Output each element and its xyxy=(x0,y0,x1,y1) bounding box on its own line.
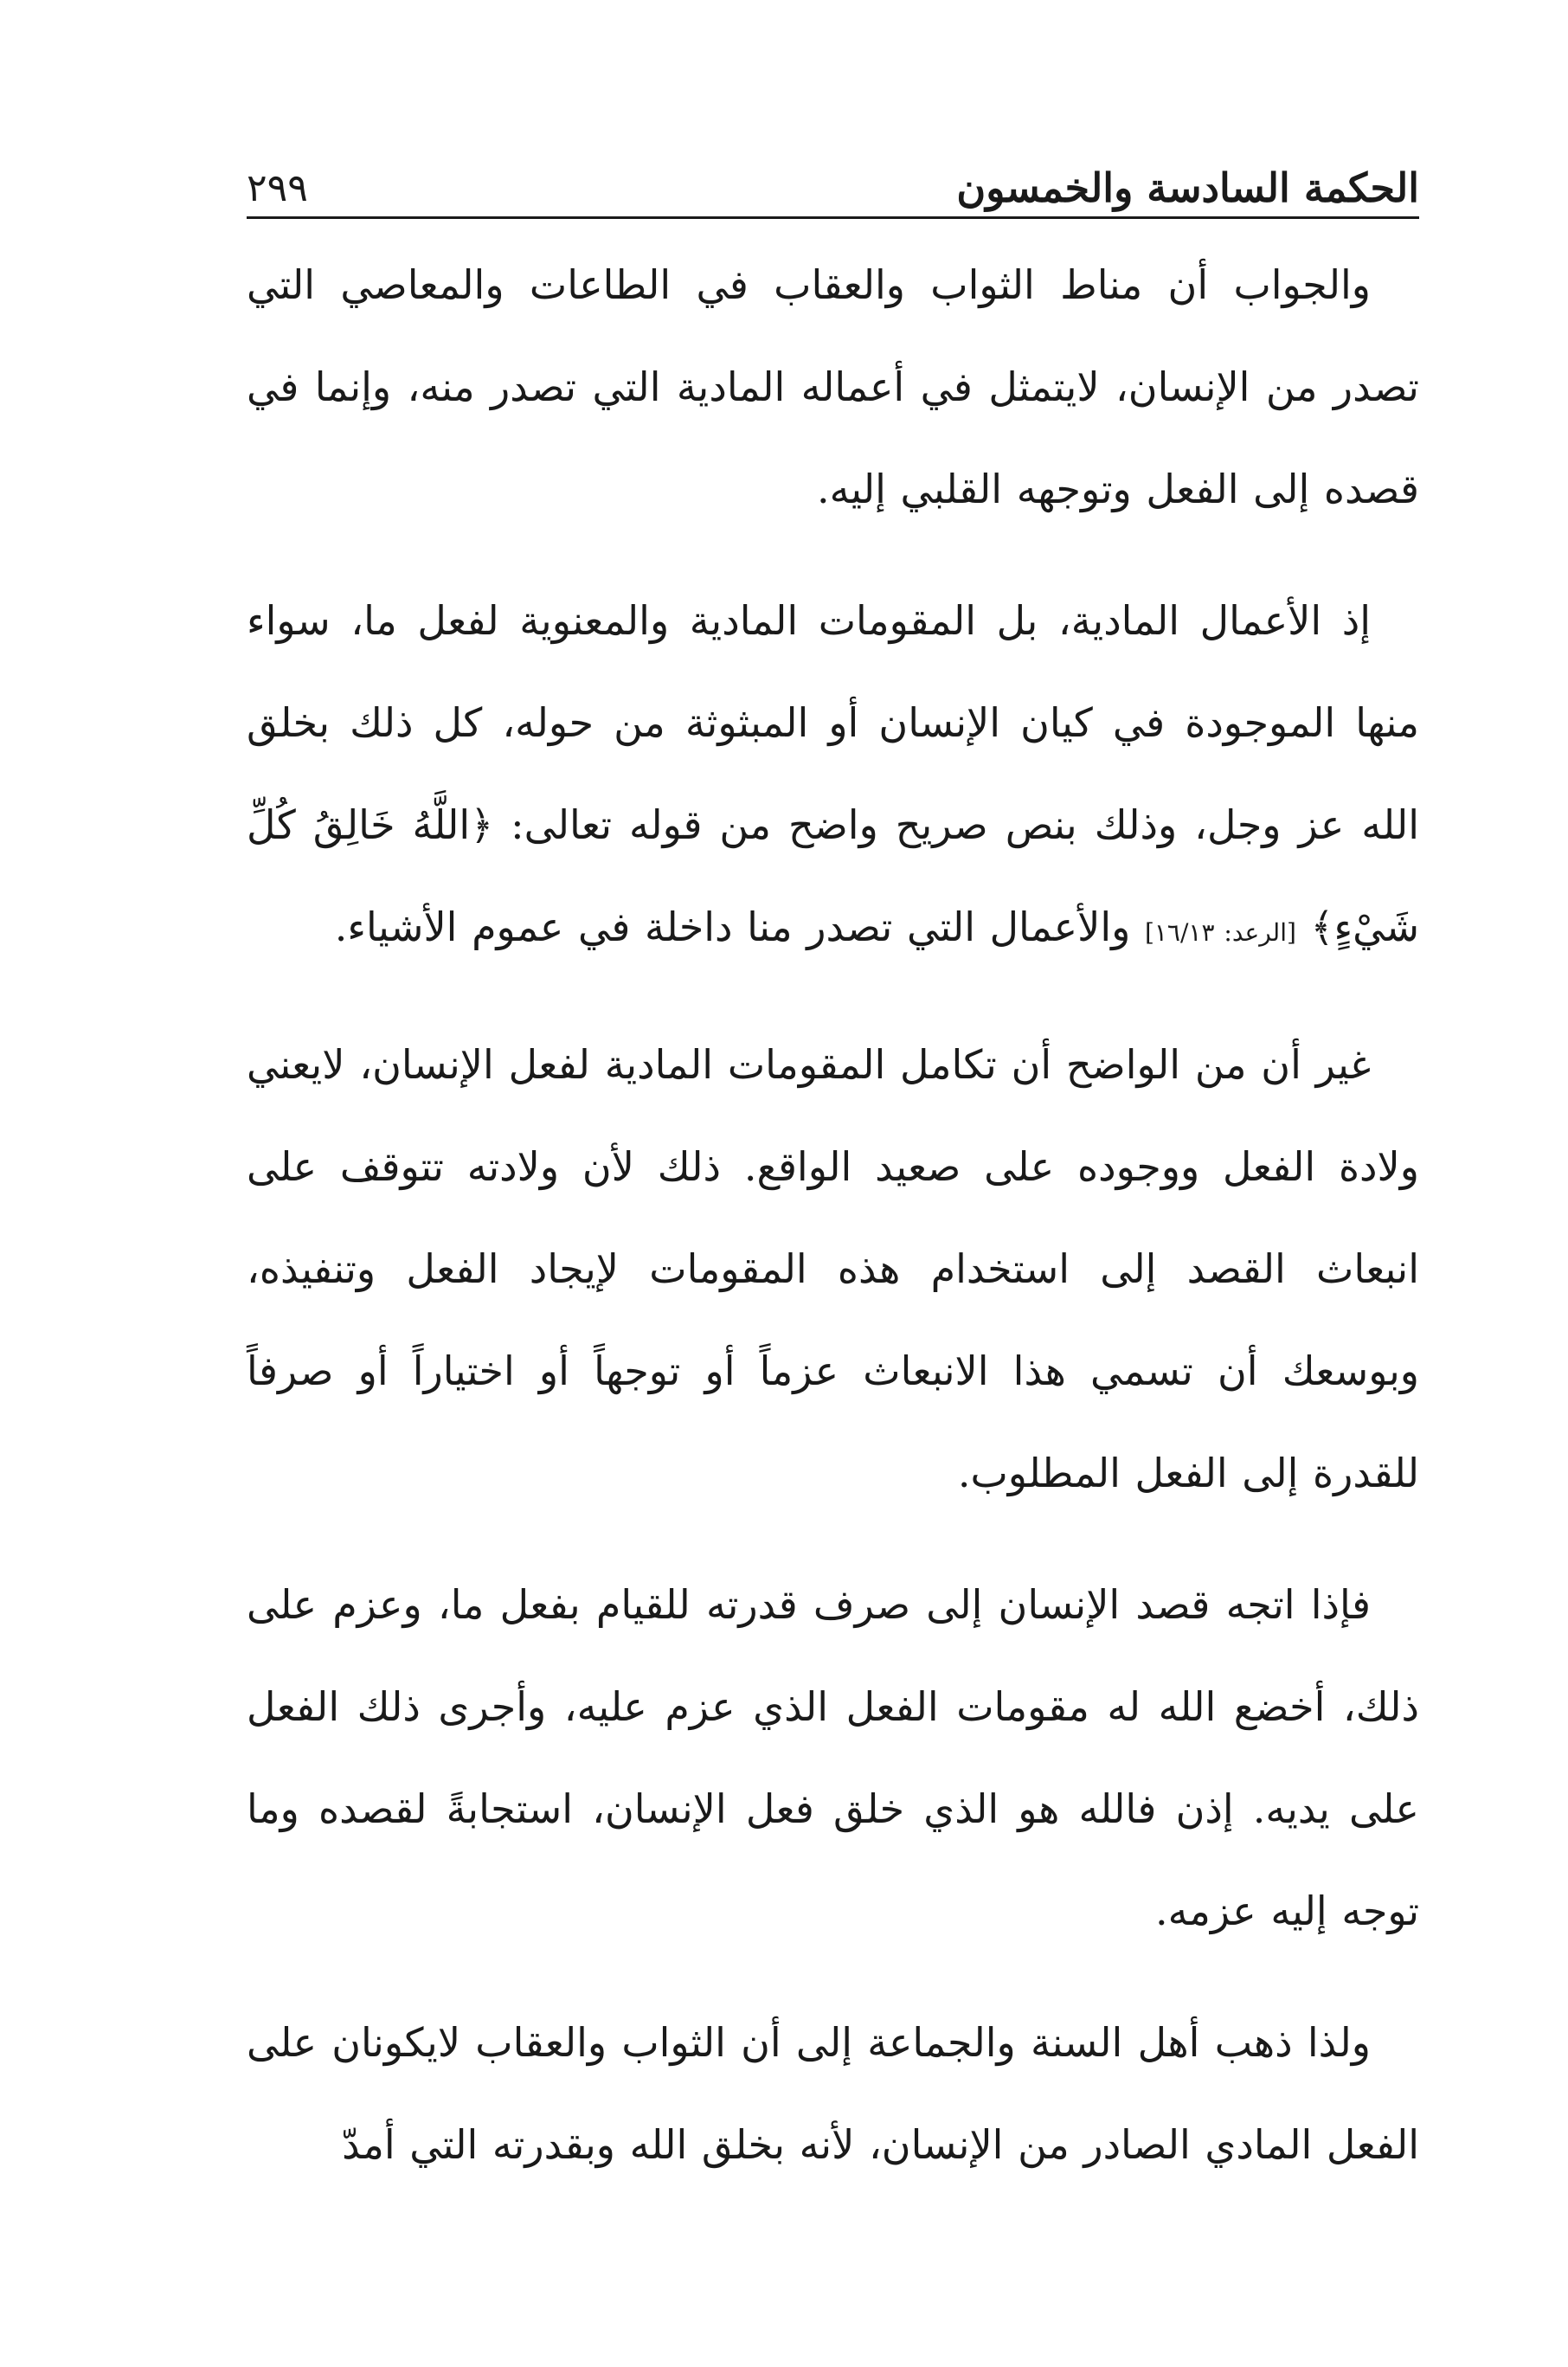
paragraph-2 xyxy=(247,569,1419,984)
header-rule xyxy=(247,216,1419,219)
paragraph-3: غير أن من الواضح أن تكامل المقومات المادية لفعل الإنسان، لايعني ولادة الفعل ووجوده على صعيد الواقع. ذلك لأن ولادته تتوقف على انبعاث القصد إلى استخدام هذه المقومات لإيجاد الفعل وتنفيذه، وبوسعك أن تسمي هذا الانبعاث عزماً أو توجهاً أو اختياراً أو صرفاً للقدرة إلى الفعل المطلوب. xyxy=(247,1041,1419,1496)
page-number: ٢٩٩ xyxy=(247,166,308,210)
body-text xyxy=(247,234,1419,2196)
paragraph-5: ولذا ذهب أهل السنة والجماعة إلى أن الثواب والعقاب لايكونان على الفعل المادي الصادر من الإنسان، لأنه بخلق الله وبقدرته التي أمدّ xyxy=(247,2019,1419,2168)
running-title: الحكمة السادسة والخمسون xyxy=(956,164,1419,211)
paragraph-2-text-end: والأعمال التي تصدر منا داخلة في عموم الأشياء. xyxy=(334,904,1145,950)
paragraph-4: فإذا اتجه قصد الإنسان إلى صرف قدرته للقيام بفعل ما، وعزم على ذلك، أخضع الله له مقومات الفعل الذي عزم عليه، وأجرى ذلك الفعل على يديه. إذن فالله هو الذي خلق فعل الإنسان، استجابةً لقصده وما توجه إليه عزمه. xyxy=(247,1581,1419,1934)
quran-quote: ﴿اللَّهُ خَالِقُ كُلِّ شَيْءٍ﴾ xyxy=(247,801,1419,950)
quran-reference: [الرعد: ١٦/١٣] xyxy=(1144,918,1296,947)
page-header xyxy=(247,138,1419,211)
paragraph-1: والجواب أن مناط الثواب والعقاب في الطاعات والمعاصي التي تصدر من الإنسان، لايتمثل في أعماله المادية التي تصدر منه، وإنما في قصده إلى الفعل وتوجهه القلبي إليه. xyxy=(247,261,1419,512)
paragraph-2-text-start: إذ الأعمال المادية، بل المقومات المادية والمعنوية لفعل ما، سواء منها الموجودة في كيان الإنسان أو المبثوثة من حوله، كل ذلك بخلق الله عز وجل، وذلك بنص صريح واضح من قوله تعالى: xyxy=(247,597,1419,848)
